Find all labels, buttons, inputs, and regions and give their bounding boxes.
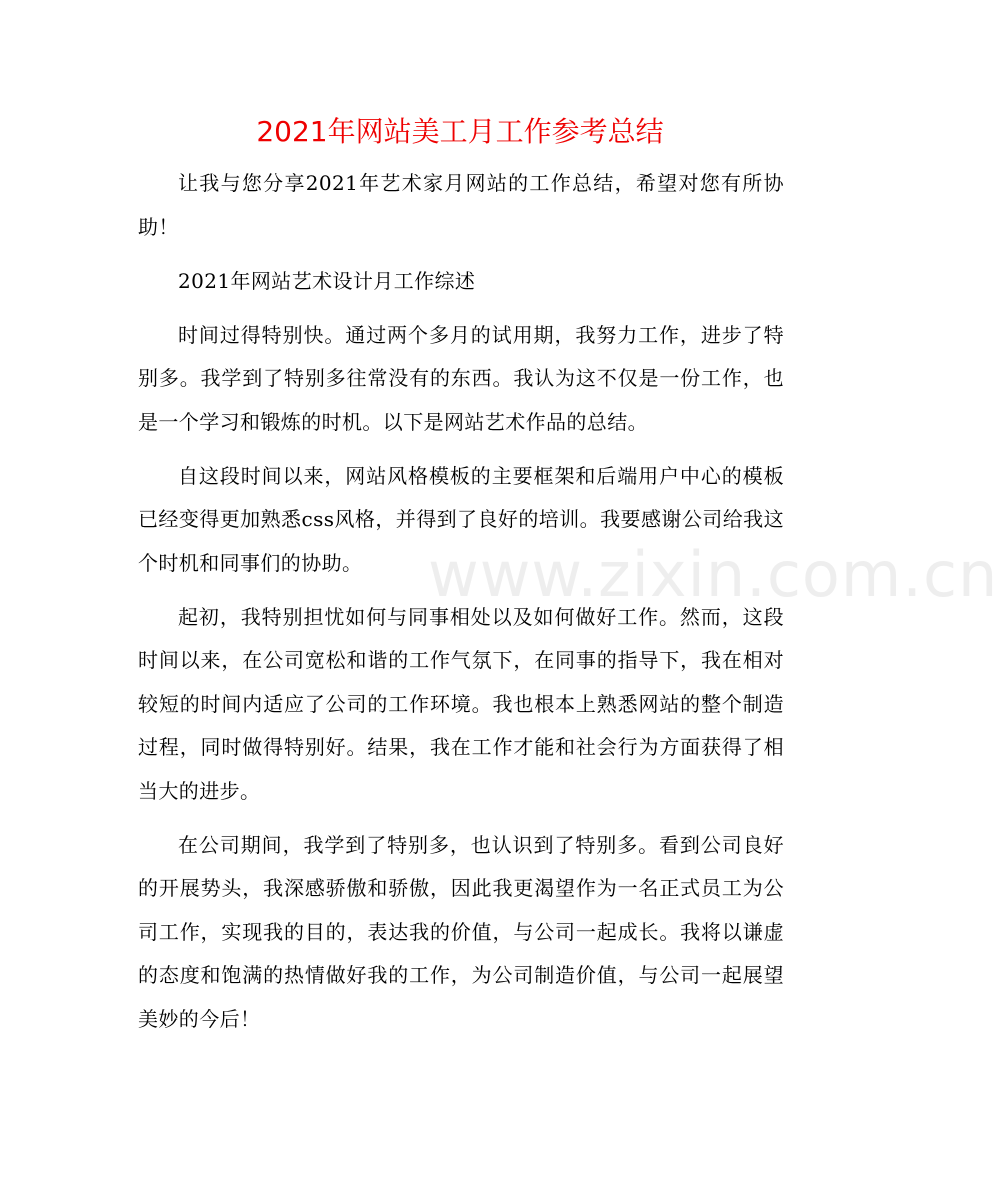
- paragraph-2: 自这段时间以来，网站风格模板的主要框架和后端用户中心的模板已经变得更加熟悉css风格，并得到了良好的培训。我要感谢公司给我这个时机和同事们的协助。: [138, 463, 784, 575]
- paragraph-intro: 让我与您分享2021年艺术家月网站的工作总结，希望对您有所协助！: [138, 171, 784, 239]
- paragraph-3: 起初，我特别担忧如何与同事相处以及如何做好工作。然而，这段时间以来，在公司宽松和谐的工作气氛下，在同事的指导下，我在相对较短的时间内适应了公司的工作环境。我也根本上熟悉网站的整个制造过程，同时做得特别好。结果，我在工作才能和社会行为方面获得了相当大的进步。: [138, 604, 784, 803]
- document-title: 2021年网站美工月工作参考总结: [256, 115, 664, 148]
- document-body: [138, 162, 784, 1052]
- paragraph-subtitle: 2021年网站艺术设计月工作综述: [178, 268, 476, 293]
- paragraph-1: 时间过得特别快。通过两个多月的试用期，我努力工作，进步了特别多。我学到了特别多往常没有的东西。我认为这不仅是一份工作，也是一个学习和锻炼的时机。以下是网站艺术作品的总结。: [138, 322, 784, 434]
- paragraph-4: 在公司期间，我学到了特别多，也认识到了特别多。看到公司良好的开展势头，我深感骄傲和骄傲，因此我更渴望作为一名正式员工为公司工作，实现我的目的，表达我的价值，与公司一起成长。我将以谦虚的态度和饱满的热情做好我的工作，为公司制造价值，与公司一起展望美妙的今后！: [138, 832, 784, 1031]
- watermark: www.zixin.com.cn: [428, 538, 998, 611]
